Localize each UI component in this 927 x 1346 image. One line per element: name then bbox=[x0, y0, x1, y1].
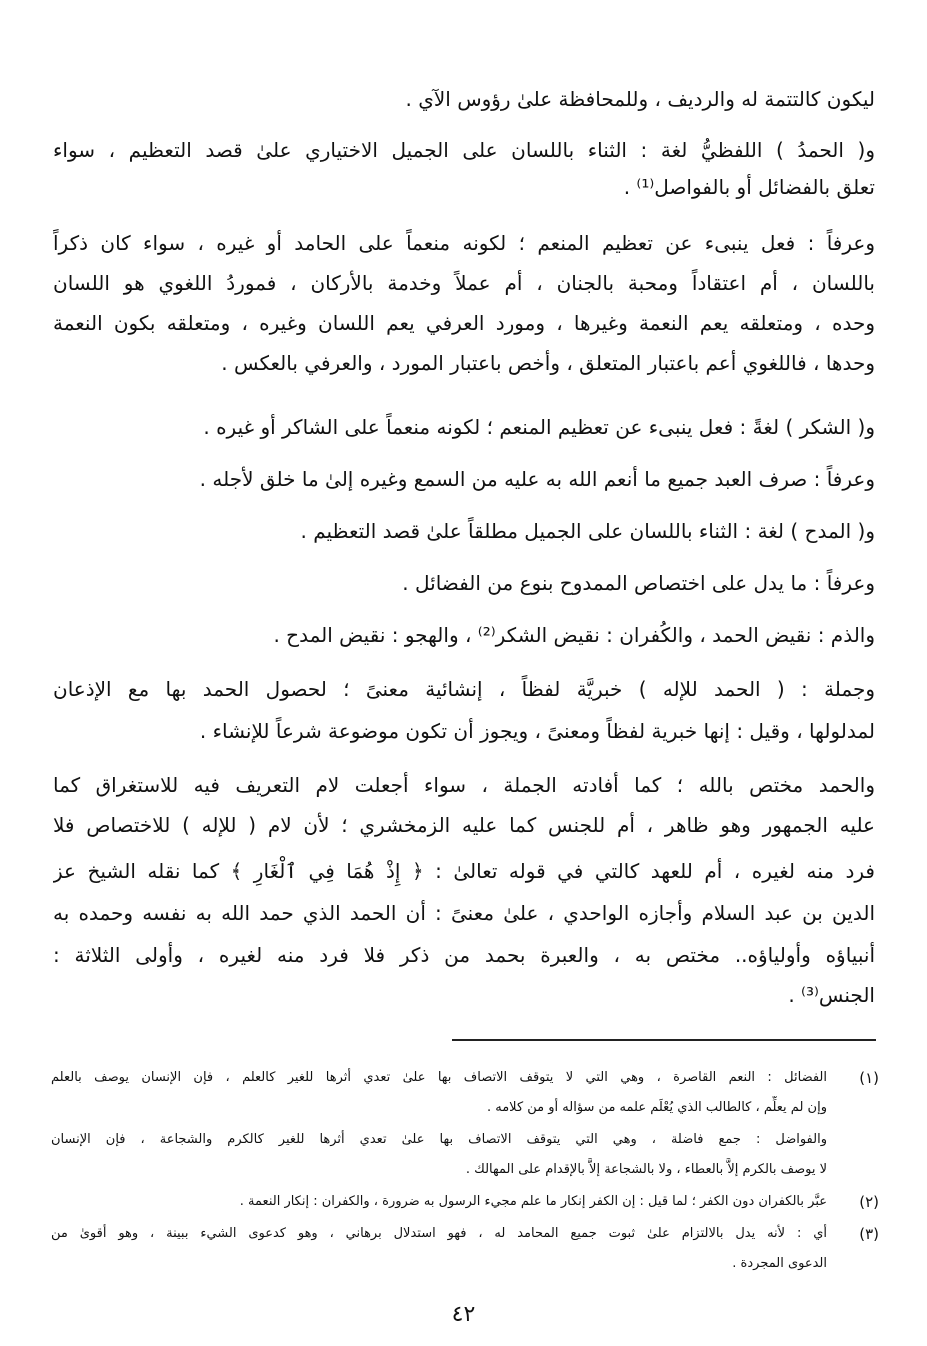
body-line: وعرفاً : ما يدل على اختصاص الممدوح بنوع من الفضائل . bbox=[402, 571, 875, 595]
body-line: باللسان ، أم اعتقاداً ومحبة بالجنان ، أم عملاً وخدمة بالأركان ، فموردُ اللغوي هو اللسان bbox=[53, 271, 875, 295]
body-line: وحدها ، فاللغوي أعم باعتبار المتعلق ، وأخص باعتبار المورد ، والعرفي بالعكس . bbox=[221, 351, 875, 375]
body-line: و( الشكر ) لغةً : فعل ينبىء عن تعظيم المنعم ؛ لكونه منعماً على الشاكر أو غيره . bbox=[203, 415, 875, 439]
body-line: والذم : نقيض الحمد ، والكُفران : نقيض الشكر⁽²⁾ ، والهجو : نقيض المدح . bbox=[273, 623, 875, 647]
body-line: وحده ، ومتعلقه يعم النعمة وغيرها ، ومورد العرفي يعم اللسان وغيره ، ومتعلقه بكون النعمة bbox=[53, 311, 875, 335]
body-line: أنبياؤه وأولياؤه.. مختص به ، والعبرة بحمد من ذكر فلا فرد منه لغيره ، وأولى الثلاثة : bbox=[53, 943, 875, 967]
footnote-line: الدعوى المجردة . bbox=[732, 1256, 827, 1271]
body-line: وعرفاً : فعل ينبىء عن تعظيم المنعم ؛ لكونه منعماً على الحامد أو غيره ، سواء كان ذكراً bbox=[53, 231, 875, 255]
body-line: ليكون كالتتمة له والرديف ، وللمحافظة علىٰ رؤوس الآي . bbox=[405, 87, 875, 111]
body-line: و( المدح ) لغة : الثناء باللسان على الجميل مطلقاً علىٰ قصد التعظيم . bbox=[300, 519, 875, 543]
footnote-line: لا يوصف بالكرم إلاَّ بالعطاء ، ولا بالشجاعة إلاَّ بالإقدام على المهالك . bbox=[465, 1162, 827, 1177]
footnote-divider bbox=[452, 1039, 876, 1041]
body-line: عليه الجمهور وهو ظاهر ، أم للجنس كما عليه الزمخشري ؛ لأن لام ( للإله ) للاختصاص فلا bbox=[53, 813, 875, 837]
footnote-number: (١) bbox=[859, 1069, 879, 1087]
footnote-line: الفضائل : النعم القاصرة ، وهي التي لا يتوقف الاتصاف بها علىٰ تعدي أثرها للغير كالعلم ، فإن الإنسان يوصف بالعلم bbox=[51, 1070, 827, 1085]
body-line: وعرفاً : صرف العبد جميع ما أنعم الله به عليه من السمع وغيره إلىٰ ما خلق لأجله . bbox=[199, 467, 875, 491]
body-line: و( الحمدُ ) اللفظيُّ لغة : الثناء باللسان على الجميل الاختياري علىٰ قصد التعظيم ، سواء bbox=[53, 138, 875, 162]
footnote-line: وإن لم يعلِّم ، كالطالب الذي يُعْلَم علمه من سؤاله أو من كلامه . bbox=[486, 1100, 827, 1115]
body-line: الجنس⁽³⁾ . bbox=[788, 983, 875, 1007]
footnote-number: (٢) bbox=[859, 1193, 879, 1211]
body-line: فرد منه لغيره ، أم للعهد كالتي في قوله تعالىٰ : ﴿ إِذْ هُمَا فِي ٱلْغَارِ ﴾ كما نقله الشيخ عز bbox=[53, 859, 875, 883]
body-line: وجملة : ( الحمد للإله ) خبريَّة لفظاً ، إنشائية معنىً ؛ لحصول الحمد بها مع الإذعان bbox=[53, 677, 875, 701]
footnote-line: أي : لأنه يدل بالالتزام علىٰ ثبوت جميع المحامد له ، فهو استدلال برهاني ، وهو كدعوى الشيء ببينة ، وهو أقوىٰ من bbox=[51, 1226, 827, 1241]
page-number: ٤٢ bbox=[451, 1302, 476, 1327]
footnote-line: والفواضل : جمع فاضلة ، وهي التي يتوقف الاتصاف بها علىٰ تعدي أثرها للغير كالكرم والشجاعة ، فإن الإنسان bbox=[51, 1132, 827, 1147]
footnote-number: (٣) bbox=[859, 1225, 879, 1243]
footnote-line: عبَّر بالكفران دون الكفر ؛ لما قيل : إن الكفر إنكار ما علم مجيء الرسول به ضرورة ، والكفران : إنكار النعمة . bbox=[239, 1194, 827, 1209]
body-line: لمدلولها ، وقيل : إنها خبرية لفظاً ومعنىً ، ويجوز أن تكون موضوعة شرعاً للإنشاء . bbox=[199, 719, 875, 743]
body-line: والحمد مختص بالله ؛ كما أفادته الجملة ، سواء أجعلت لام التعريف فيه للاستغراق كما bbox=[53, 773, 875, 797]
body-line: الدين بن عبد السلام وأجازه الواحدي ، علىٰ معنىً : أن الحمد الذي حمد الله به نفسه وحمده به bbox=[53, 901, 875, 925]
body-line: تعلق بالفضائل أو بالفواصل⁽¹⁾ . bbox=[623, 175, 875, 199]
